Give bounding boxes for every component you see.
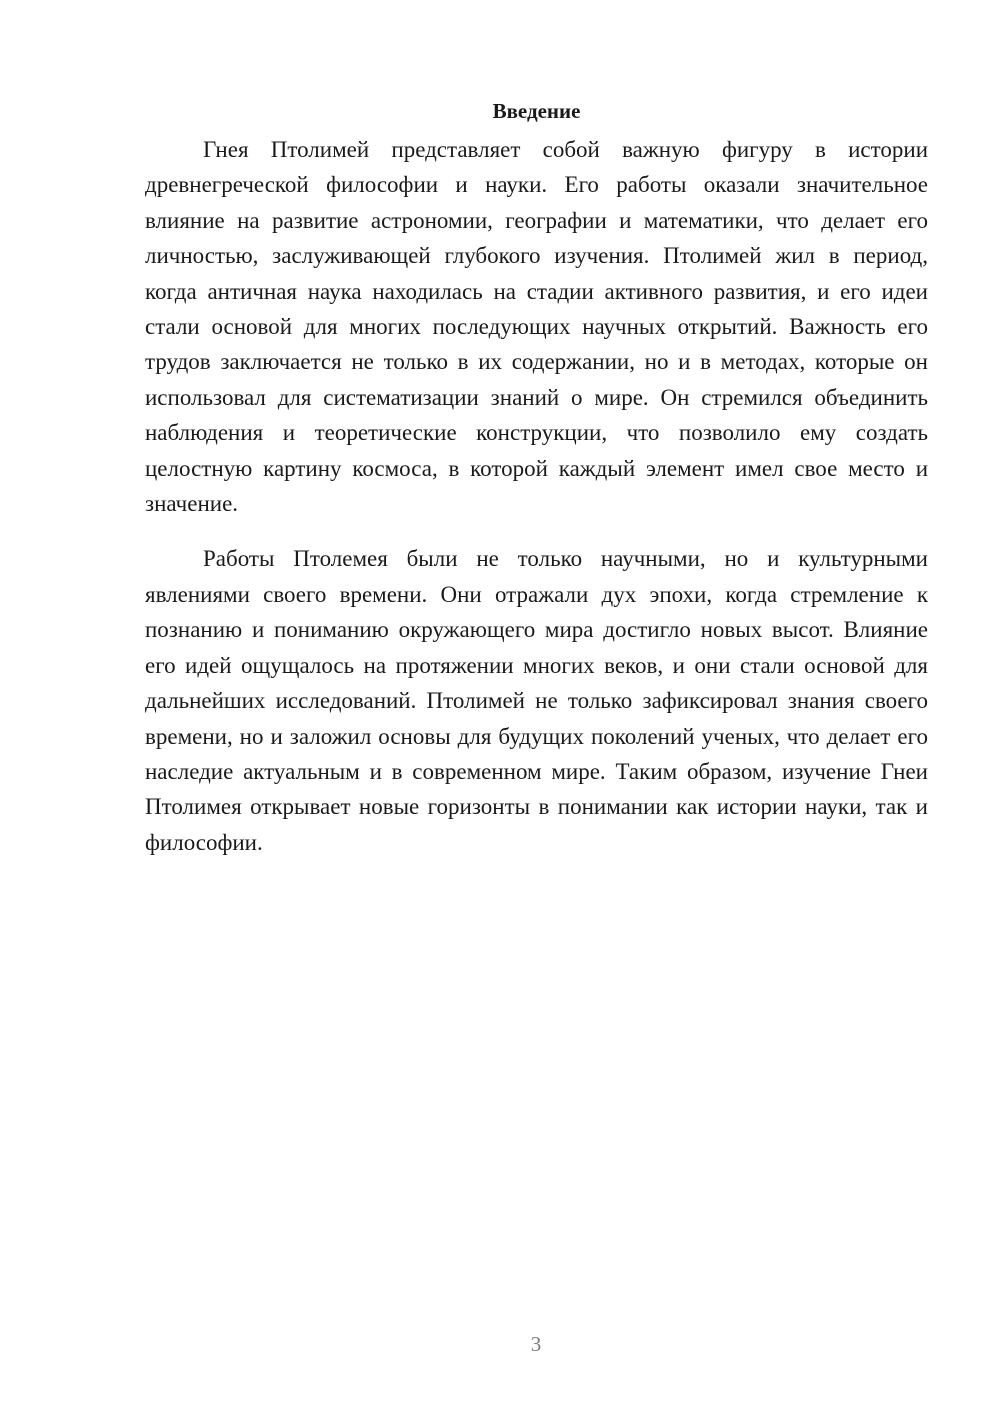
paragraph-1: Гнея Птолимей представляет собой важную фигуру в истории древнегреческой философии и науки. Его работы оказали значительное влияние на развитие астрономии, географии и математики, что делает его личностью, заслуживающей глубокого изучения. Птолимей жил в период, когда античная наука находилась на стадии активного развития, и его идеи стали основой для многих последующих научных открытий. Важность его трудов заключается не только в их содержании, но и в методах, которые он использовал для систематизации знаний о мире. Он стремился объединить наблюдения и теоретические конструкции, что позволило ему создать целостную картину космоса, в которой каждый элемент имел свое место и значение. — [145, 137, 928, 517]
page-number: 3 — [530, 1332, 542, 1356]
paragraph-2: Работы Птолемея были не только научными, но и культурными явлениями своего времени. Они отражали дух эпохи, когда стремление к познанию и пониманию окружающего мира достигло новых высот. Влияние его идей ощущалось на протяжении многих веков, и они стали основой для дальнейших исследований. Птолимей не только зафиксировал знания своего времени, но и заложил основы для будущих поколений ученых, что делает его наследие актуальным и в современном мире. Таким образом, изучение Гнеи Птолимея открывает новые горизонты в понимании как истории науки, так и философии. — [145, 546, 928, 855]
page-content — [145, 94, 928, 860]
section-heading: Введение — [492, 99, 581, 123]
